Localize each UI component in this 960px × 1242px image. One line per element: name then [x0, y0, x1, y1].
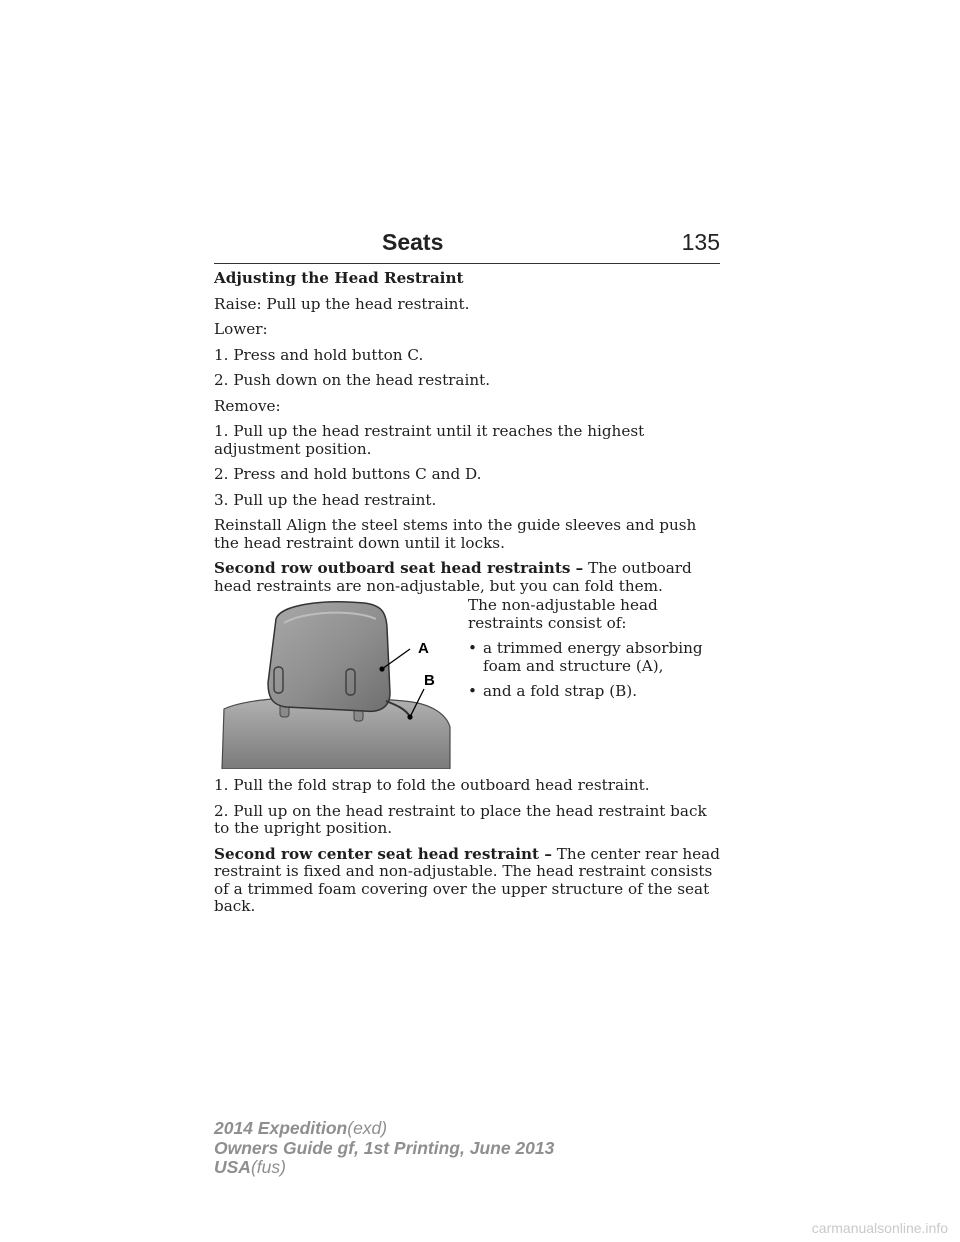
- heading-adjusting-head-restraint: Adjusting the Head Restraint: [214, 269, 464, 287]
- footer-market-code: (fus): [250, 1157, 286, 1177]
- footer-guide-line: Owners Guide gf, 1st Printing, June 2013: [214, 1137, 555, 1158]
- reinstall-instruction: Reinstall Align the steel stems into the guide sleeves and push the head restraint down until it locks.: [214, 516, 697, 552]
- bullet-item-b: [468, 683, 724, 701]
- fold-step-2: 2. Pull up on the head restraint to place the head restraint back to the upright position.: [214, 801, 707, 837]
- footer-model-code: (exd): [347, 1118, 388, 1138]
- figure-intro: The non-adjustable head restraints consist of:: [468, 596, 658, 632]
- lower-step-2: 2. Push down on the head restraint.: [214, 371, 491, 389]
- footer-model-line: [214, 1119, 554, 1139]
- footer-model: 2014 Expedition: [214, 1118, 348, 1138]
- center-heading: Second row center seat head restraint –: [214, 844, 552, 863]
- head-restraint-illustration: [214, 597, 454, 769]
- bullet-text-a: a trimmed energy absorbing foam and structure (A),: [483, 639, 703, 675]
- callout-label-a: A: [418, 640, 429, 657]
- section-title: Seats: [382, 229, 444, 255]
- bullet-glyph: •: [468, 639, 477, 657]
- outboard-paragraph: [214, 560, 724, 595]
- page-header: [214, 227, 720, 264]
- center-text: The center rear head restraint is fixed and non-adjustable. The head restraint consists of a trimmed foam covering over the upper structure of the seat back.: [214, 844, 720, 915]
- figure-description: [468, 597, 724, 709]
- body-content: [214, 270, 724, 924]
- bullet-text-b: and a fold strap (B).: [483, 682, 638, 700]
- footer-market-line: [214, 1158, 554, 1178]
- figure-section: [214, 596, 724, 769]
- center-paragraph: [214, 846, 724, 916]
- raise-instruction: Raise: Pull up the head restraint.: [214, 294, 470, 313]
- page-number: 135: [681, 229, 720, 255]
- callout-label-b: B: [424, 672, 435, 689]
- fold-step-1: 1. Pull the fold strap to fold the outboard head restraint.: [214, 776, 650, 794]
- watermark-text: carmanualsonline.info: [811, 1220, 948, 1236]
- lower-heading: Lower:: [214, 320, 268, 338]
- remove-step-1: 1. Pull up the head restraint until it reaches the highest adjustment position.: [214, 422, 645, 458]
- remove-step-2: 2. Press and hold buttons C and D.: [214, 465, 482, 483]
- bullet-glyph: •: [468, 682, 477, 700]
- remove-heading: Remove:: [214, 396, 281, 415]
- lower-step-1: 1. Press and hold button C.: [214, 345, 424, 364]
- bullet-item-a: [468, 640, 724, 675]
- page-footer: [214, 1119, 554, 1178]
- outboard-text: The outboard head restraints are non-adjustable, but you can fold them.: [214, 559, 692, 595]
- footer-market: USA: [214, 1157, 251, 1177]
- remove-step-3: 3. Pull up the head restraint.: [214, 490, 437, 509]
- outboard-heading: Second row outboard seat head restraints –: [214, 559, 584, 577]
